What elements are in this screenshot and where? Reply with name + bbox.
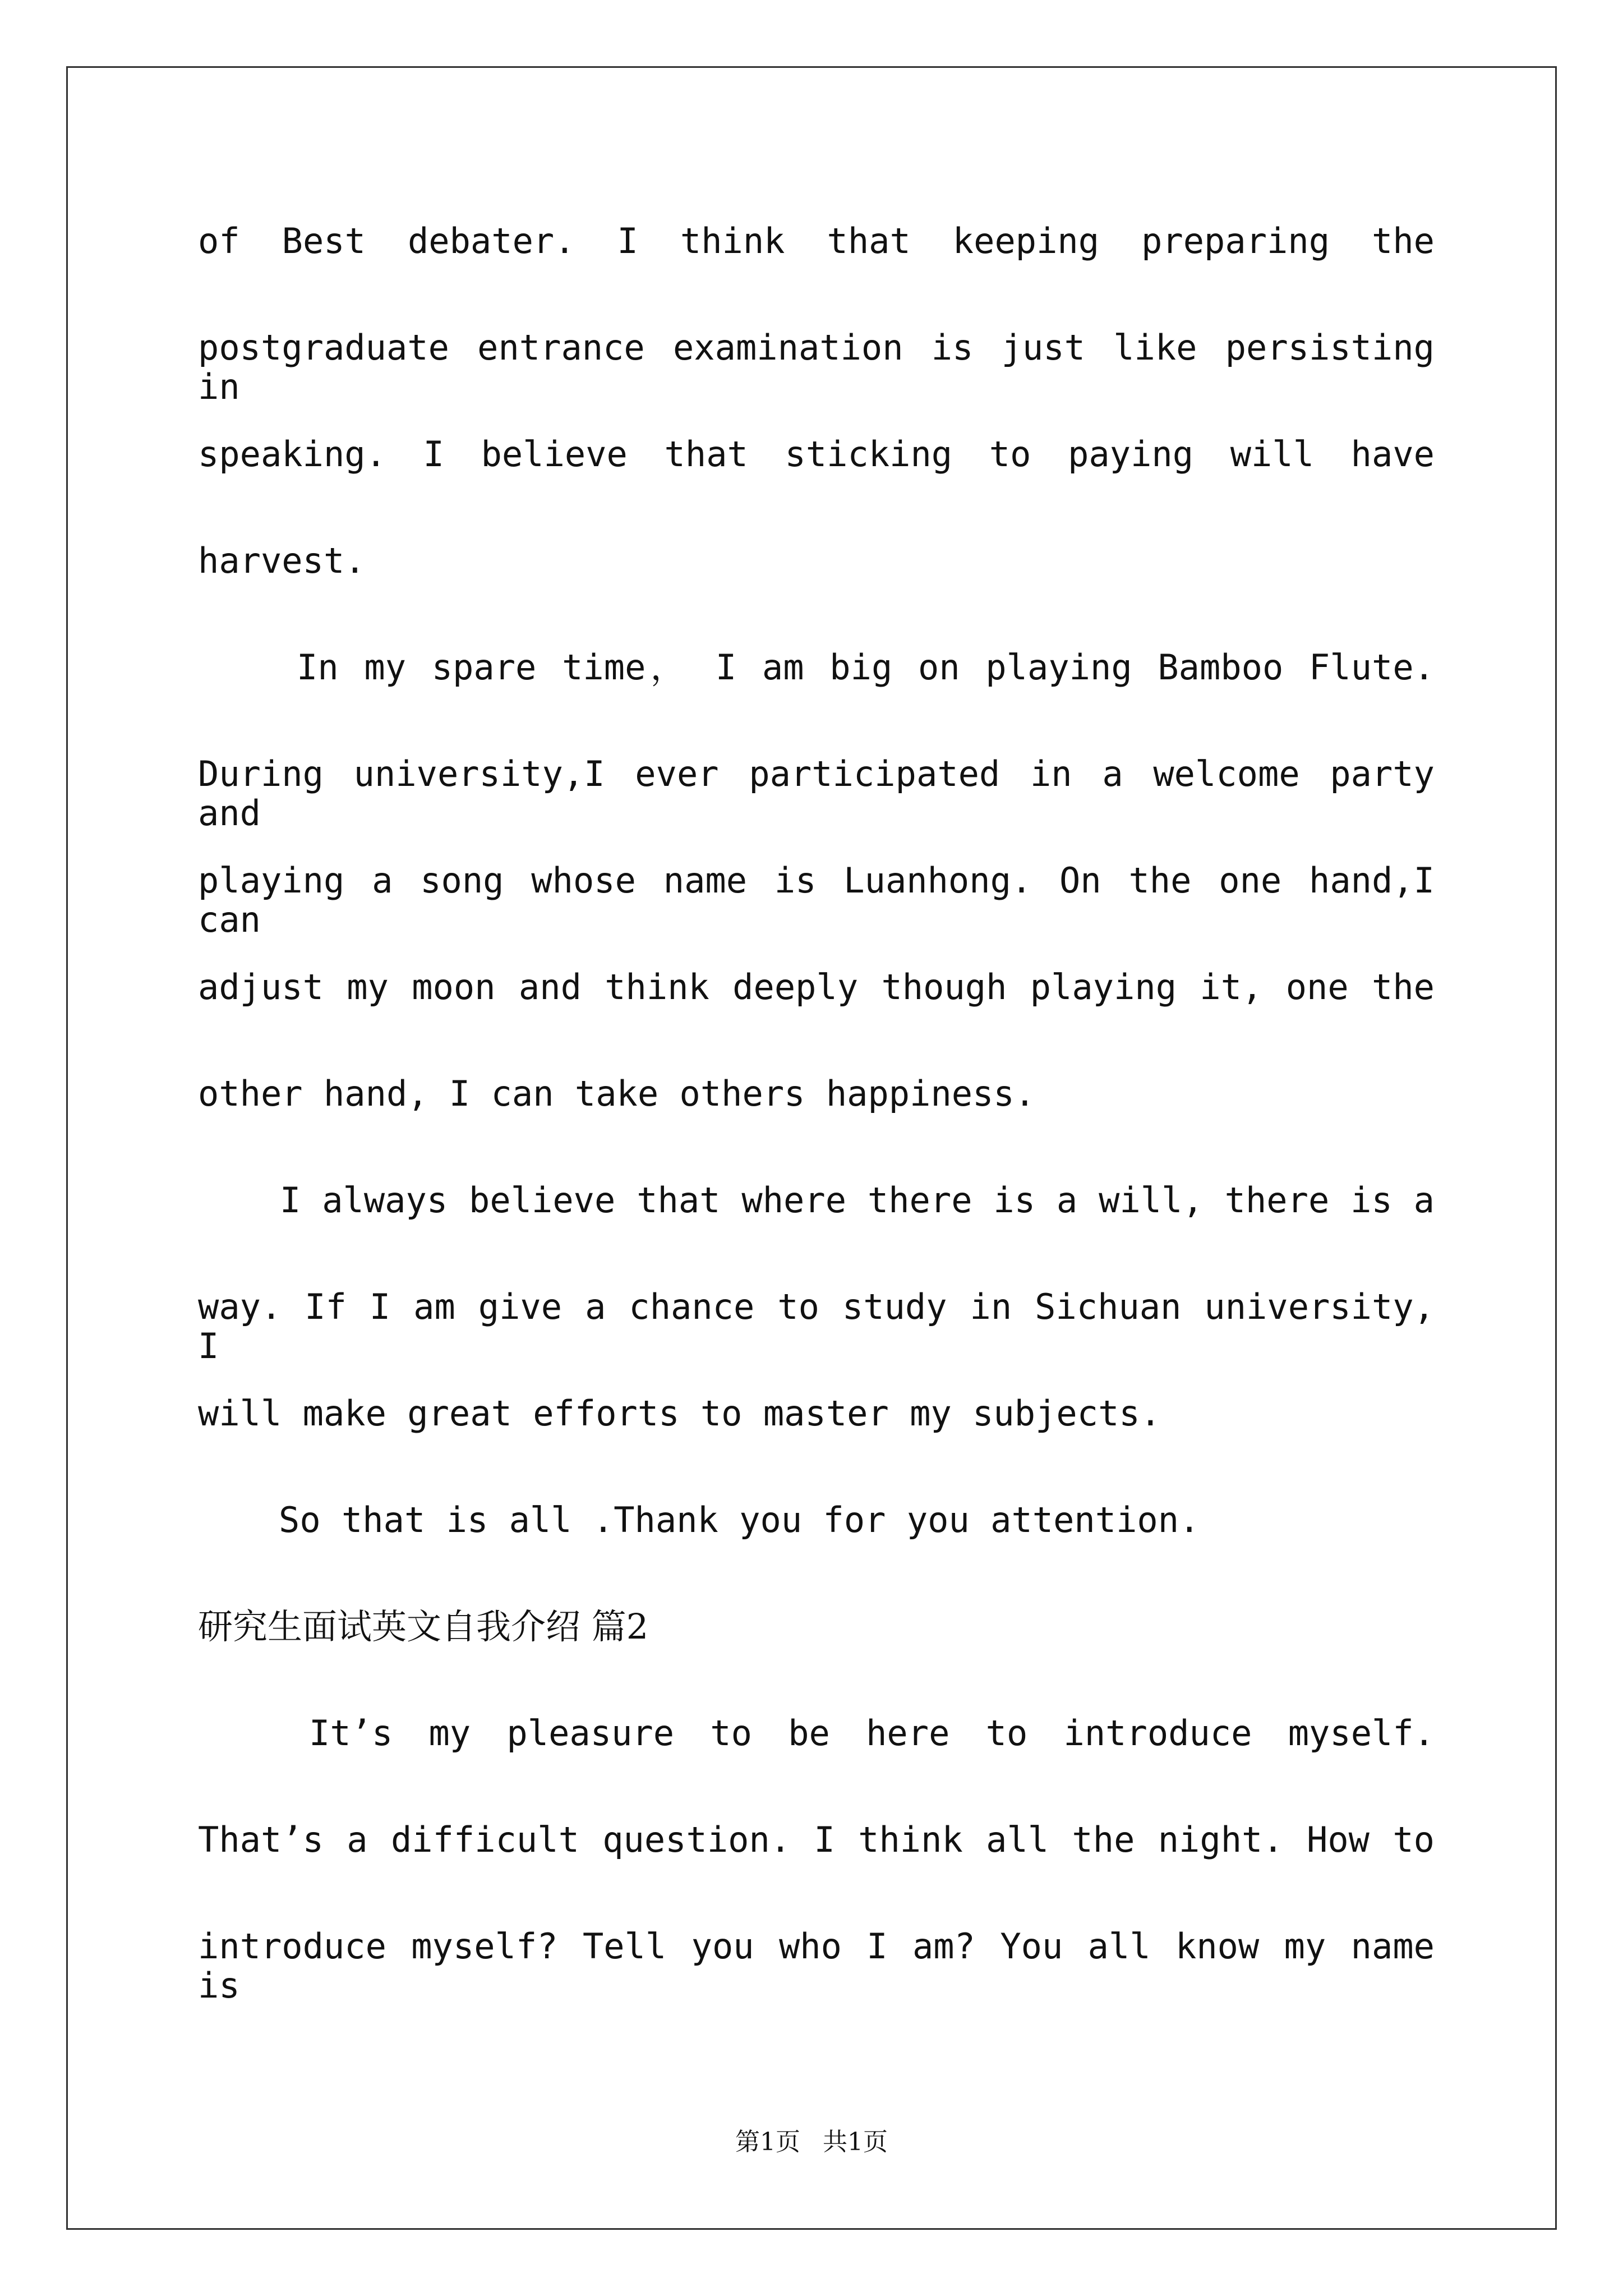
text-line-content: of Best debater. I think that keeping preparing the <box>198 220 1435 261</box>
text-line-content: adjust my moon and think deeply though playing it, one the <box>198 967 1435 1007</box>
page-footer <box>0 2128 1623 2156</box>
text-line <box>198 222 1435 328</box>
document-body <box>198 222 1435 2033</box>
text-line-content: harvest. <box>198 540 366 581</box>
text-line <box>198 1287 1435 1394</box>
text-line <box>198 328 1435 435</box>
text-line-content: I always believe that where there is a will, there is a <box>280 1180 1435 1221</box>
page-number: 第1页 <box>735 2128 800 2156</box>
section-heading: 研究生面试英文自我介绍 篇2 <box>198 1606 649 1647</box>
text-line-content: playing a song whose name is Luanhong. On the one hand,I can <box>198 860 1435 940</box>
text-line-content: speaking. I believe that sticking to paying will have <box>198 434 1435 475</box>
text-line <box>198 968 1435 1074</box>
text-line-content: That’s a difficult question. I think all the night. How to <box>198 1819 1435 1860</box>
text-line <box>198 1501 1435 1607</box>
text-line <box>198 541 1435 648</box>
text-line-content: So that is all .Thank you for you attention. <box>279 1499 1200 1540</box>
text-line-content: other hand, I can take others happiness. <box>198 1073 1036 1114</box>
text-line <box>198 1714 1435 1820</box>
text-line <box>198 1394 1435 1501</box>
text-line <box>198 435 1435 541</box>
text-line <box>198 1181 1435 1287</box>
text-line <box>198 1927 1435 2033</box>
text-line-content: introduce myself? Tell you who I am? You all know my name is <box>198 1926 1435 2006</box>
text-line <box>198 648 1435 754</box>
text-line <box>198 1074 1435 1181</box>
text-line-content: During university,I ever participated in a welcome party and <box>198 753 1435 834</box>
text-line-content: postgraduate entrance examination is just like persisting in <box>198 327 1435 407</box>
page-total: 共1页 <box>823 2128 888 2156</box>
text-line <box>198 1607 1435 1714</box>
text-line-content: will make great efforts to master my subjects. <box>198 1393 1161 1434</box>
text-line <box>198 1820 1435 1927</box>
text-line <box>198 861 1435 968</box>
text-line-content: way. If I am give a chance to study in Sichuan university, I <box>198 1286 1435 1366</box>
text-line-content: In my spare time， I am big on playing Bamboo Flute. <box>297 647 1435 688</box>
text-line <box>198 754 1435 861</box>
text-line-content: It’s my pleasure to be here to introduce myself. <box>309 1713 1435 1754</box>
